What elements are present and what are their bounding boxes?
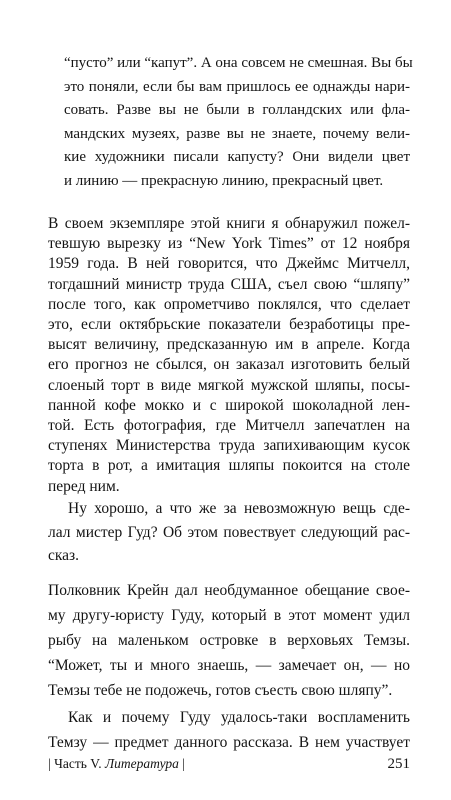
- quote-line: и линию — прекрасную линию, прекрасный цвет.: [64, 172, 384, 189]
- running-footer: [48, 756, 185, 772]
- text-line: Темзу — предмет данного рассказа. В нем участвует: [48, 734, 410, 751]
- text-line: В своем экземпляре этой книги я обнаружил пожел-: [48, 215, 410, 232]
- text-line: тевшую вырезку из “New York Times” от 12 ноября: [48, 235, 410, 253]
- footer-section: Литература: [105, 756, 179, 771]
- text-line: му другу-юристу Гуду, который в этот момент удил: [48, 607, 410, 624]
- text-line: торта в рот, а имитация шляпы покоится на столе: [48, 457, 410, 475]
- text-line: это, если октябрьские показатели безработицы пре-: [48, 316, 410, 333]
- quote-line: “пусто” или “капут”. А она совсем не смешная. Вы бы: [64, 55, 413, 71]
- page-number: 251: [387, 756, 410, 772]
- text-line: лал мистер Гуд? Об этом повествует следующий рас-: [48, 523, 410, 541]
- text-line: 1959 года. В ней говорится, что Джеймс Митчелл,: [48, 255, 410, 273]
- quote-line: мандских музеях, разве вы не знаете, почему вели-: [64, 125, 410, 142]
- text-line: рыбу на маленьком островке в верховьях Темзы.: [48, 632, 410, 649]
- text-line: перед ним.: [48, 477, 120, 495]
- text-line: Ну хорошо, а что же за невозможную вещь сде-: [68, 500, 410, 517]
- text-line: той. Есть фотография, где Митчелл запечатлен на: [48, 417, 410, 434]
- text-line: после того, как опрометчиво поклялся, что сделает: [48, 295, 410, 313]
- text-line: панной кофе мокко и с широкой шоколадной лен-: [48, 396, 410, 414]
- quote-line: это поняли, если бы вам пришлось ее однажды нари-: [64, 78, 410, 95]
- text-line: “Может, ты и много знаешь, — замечает он, — но: [48, 657, 410, 674]
- text-line: высят величину, предсказанную им в апреле. Когда: [48, 336, 410, 354]
- footer-end: |: [178, 756, 185, 771]
- text-line: Как и почему Гуду удалось-таки воспламенить: [68, 709, 410, 726]
- text-line: Полковник Крейн дал необдуманное обещание свое-: [48, 582, 410, 599]
- text-line: тогдашний министр труда США, съел свою “шляпу”: [48, 275, 410, 293]
- quote-line: совать. Разве вы не были в голландских или фла-: [64, 102, 410, 118]
- page-footer: [48, 756, 410, 778]
- footer-part: | Часть V.: [48, 756, 106, 771]
- text-line: его прогноз не сбылся, он заказал изготовить белый: [48, 356, 410, 374]
- text-line: Темзы тебе не подожечь, готов съесть свою шляпу”.: [48, 682, 393, 699]
- quote-line: кие художники писали капусту? Они видели цвет: [64, 149, 410, 165]
- text-line: слоеный торт в виде мягкой мужской шляпы, посы-: [48, 376, 410, 394]
- text-line: сказ.: [48, 547, 80, 564]
- text-line: ступенях Министерства труда запихивающим кусок: [48, 437, 410, 455]
